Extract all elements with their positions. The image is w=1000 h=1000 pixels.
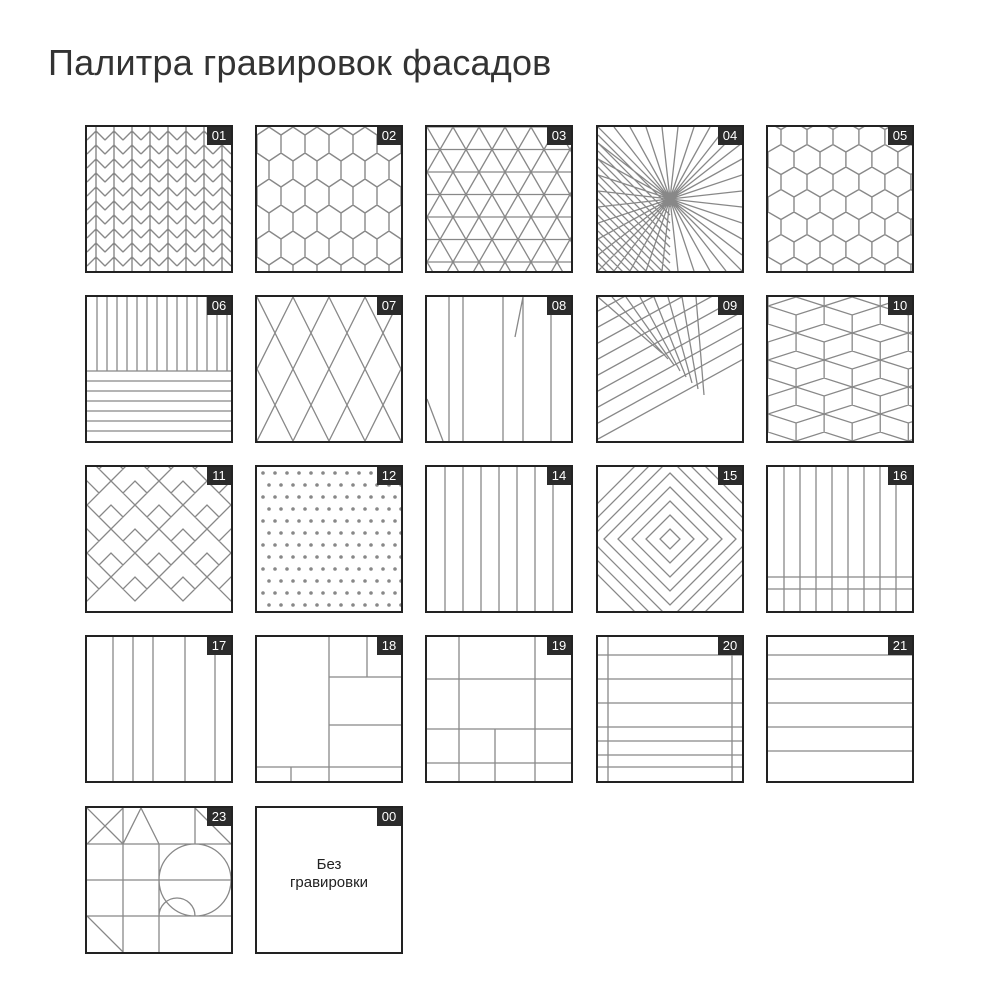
- nested-chevron-diamonds-pattern: [87, 467, 231, 611]
- engraving-tile-05[interactable]: [766, 125, 914, 273]
- vertical-strips-with-band-pattern: [768, 467, 912, 611]
- engraving-tile-02[interactable]: [255, 125, 403, 273]
- tile-code-badge: 01: [207, 127, 231, 145]
- irregular-grid-pattern: [427, 637, 571, 781]
- tile-code-badge: 07: [377, 297, 401, 315]
- elongated-hexagons-pattern: [257, 127, 401, 271]
- engraving-tile-20[interactable]: [596, 635, 744, 783]
- engraving-tile-19[interactable]: [425, 635, 573, 783]
- tile-code-badge: 06: [207, 297, 231, 315]
- tile-code-badge: 09: [718, 297, 742, 315]
- horizontal-lines-with-margin-pattern: [598, 637, 742, 781]
- tile-code-badge: 16: [888, 467, 912, 485]
- engraving-tile-11[interactable]: [85, 465, 233, 613]
- stars-of-david-pattern: [427, 127, 571, 271]
- offset-rectangles-pattern: [257, 637, 401, 781]
- geometric-mosaic-pattern: [87, 808, 231, 952]
- engraving-tile-18[interactable]: [255, 635, 403, 783]
- engraving-tile-01[interactable]: [85, 125, 233, 273]
- engraving-tile-06[interactable]: [85, 295, 233, 443]
- engraving-tile-09[interactable]: [596, 295, 744, 443]
- tile-code-badge: 14: [547, 467, 571, 485]
- no-engraving-label-line1: Без: [316, 856, 342, 873]
- tile-code-badge: 04: [718, 127, 742, 145]
- engraving-tile-15[interactable]: [596, 465, 744, 613]
- engraving-tile-07[interactable]: [255, 295, 403, 443]
- engraving-tile-16[interactable]: [766, 465, 914, 613]
- engraving-tile-12[interactable]: [255, 465, 403, 613]
- tile-code-badge: 02: [377, 127, 401, 145]
- uneven-vertical-strips-pattern: [427, 297, 571, 441]
- vertical-lines-pattern: [427, 467, 571, 611]
- engraving-tile-03[interactable]: [425, 125, 573, 273]
- vertical-over-horizontal-lines-pattern: [87, 297, 231, 441]
- tile-code-badge: 05: [888, 127, 912, 145]
- hexagon-grid-pattern: [768, 127, 912, 271]
- tile-code-badge: 11: [207, 467, 231, 485]
- page-title: Палитра гравировок фасадов: [48, 42, 552, 83]
- engraving-tile-10[interactable]: [766, 295, 914, 443]
- x-diagonal-stripes-pattern: [598, 127, 742, 271]
- tile-code-badge: 21: [888, 637, 912, 655]
- engraving-tile-23[interactable]: [85, 806, 233, 954]
- tile-code-badge: 03: [547, 127, 571, 145]
- engraving-tile-21[interactable]: [766, 635, 914, 783]
- tile-code-badge: 15: [718, 467, 742, 485]
- tile-code-badge: 00: [377, 808, 401, 826]
- diamond-lattice-pattern: [257, 297, 401, 441]
- tile-code-badge: 18: [377, 637, 401, 655]
- tile-code-badge: 12: [377, 467, 401, 485]
- tile-code-badge: 23: [207, 808, 231, 826]
- concentric-diamonds-pattern: [598, 467, 742, 611]
- no-engraving-label-line2: гравировки: [289, 874, 369, 891]
- engraving-tile-14[interactable]: [425, 465, 573, 613]
- horizontal-lines-pattern: [768, 637, 912, 781]
- engraving-tile-04[interactable]: [596, 125, 744, 273]
- no-engraving-label: [257, 856, 401, 892]
- tile-code-badge: 20: [718, 637, 742, 655]
- chevron-herringbone-pattern: [87, 127, 231, 271]
- tile-code-badge: 10: [888, 297, 912, 315]
- isometric-cubes-pattern: [768, 297, 912, 441]
- sparse-vertical-lines-pattern: [87, 637, 231, 781]
- engraving-tile-17[interactable]: [85, 635, 233, 783]
- tile-code-badge: 08: [547, 297, 571, 315]
- tile-code-badge: 19: [547, 637, 571, 655]
- dot-grid-pattern: [257, 467, 401, 611]
- crossing-diagonals-pattern: [598, 297, 742, 441]
- tile-code-badge: 17: [207, 637, 231, 655]
- engraving-tile-08[interactable]: [425, 295, 573, 443]
- engraving-tile-00[interactable]: [255, 806, 403, 954]
